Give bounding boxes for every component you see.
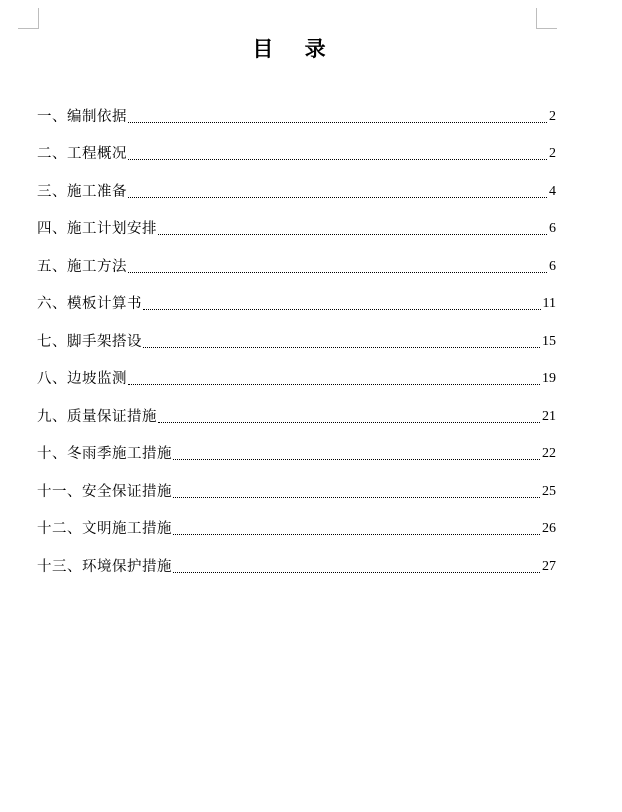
toc-entry-label: 十一、安全保证措施 — [37, 483, 172, 500]
toc-entry-label: 七、脚手架搭设 — [37, 333, 142, 350]
toc-entry-label: 八、边坡监测 — [37, 371, 127, 387]
toc-leader-dots — [143, 346, 540, 348]
toc-entry[interactable] — [37, 239, 556, 277]
toc-entry-page: 6 — [549, 258, 556, 274]
toc-entry-label: 一、编制依据 — [37, 108, 127, 125]
toc-entry-label: 三、施工准备 — [37, 183, 127, 200]
toc-entry[interactable] — [37, 539, 556, 577]
toc-entry-page: 21 — [542, 408, 556, 424]
toc-entry-page: 19 — [542, 371, 556, 386]
toc-entry[interactable] — [37, 89, 556, 127]
toc-entry-label: 二、工程概况 — [37, 146, 127, 162]
toc-entry-page: 2 — [549, 108, 556, 124]
toc-leader-dots — [173, 571, 540, 573]
toc-leader-dots — [128, 196, 547, 198]
crop-mark-top-right — [536, 8, 557, 29]
page-title: 目 录 — [252, 37, 338, 61]
toc-entry-label: 十、冬雨季施工措施 — [37, 446, 172, 462]
toc-entry[interactable] — [37, 389, 556, 427]
toc-entry-label: 六、模板计算书 — [37, 296, 142, 312]
toc-entry-page: 4 — [549, 183, 556, 199]
toc-leader-dots — [158, 233, 547, 235]
toc-leader-dots — [173, 458, 540, 460]
toc-leader-dots — [158, 421, 540, 423]
toc-entry-page: 15 — [542, 333, 556, 349]
crop-mark-top-left — [18, 8, 39, 29]
toc-entry[interactable] — [37, 202, 556, 240]
toc-entry[interactable] — [37, 127, 556, 165]
toc-entry-page: 11 — [542, 296, 556, 311]
toc-entry-label: 十三、环境保护措施 — [37, 558, 172, 575]
toc-entry[interactable] — [37, 352, 556, 390]
toc-leader-dots — [128, 158, 547, 160]
toc-entry-label: 九、质量保证措施 — [37, 408, 157, 425]
toc-entry-page: 2 — [549, 146, 556, 161]
toc-leader-dots — [128, 271, 547, 273]
toc-entry-page: 22 — [542, 446, 556, 461]
toc-entry[interactable] — [37, 427, 556, 465]
toc-entry[interactable] — [37, 502, 556, 540]
toc-entry-page: 25 — [542, 483, 556, 499]
table-of-contents — [37, 89, 556, 577]
toc-leader-dots — [173, 496, 540, 498]
toc-leader-dots — [173, 533, 540, 535]
toc-entry-label: 五、施工方法 — [37, 258, 127, 275]
toc-entry-page: 6 — [549, 221, 556, 236]
toc-entry-page: 27 — [542, 558, 556, 574]
toc-leader-dots — [128, 121, 547, 123]
toc-leader-dots — [128, 383, 540, 385]
toc-entry[interactable] — [37, 464, 556, 502]
toc-entry[interactable] — [37, 314, 556, 352]
toc-entry-label: 十二、文明施工措施 — [37, 521, 172, 537]
toc-entry-label: 四、施工计划安排 — [37, 221, 157, 237]
toc-entry[interactable] — [37, 164, 556, 202]
toc-entry-page: 26 — [542, 521, 556, 536]
toc-leader-dots — [143, 308, 541, 310]
toc-entry[interactable] — [37, 277, 556, 315]
